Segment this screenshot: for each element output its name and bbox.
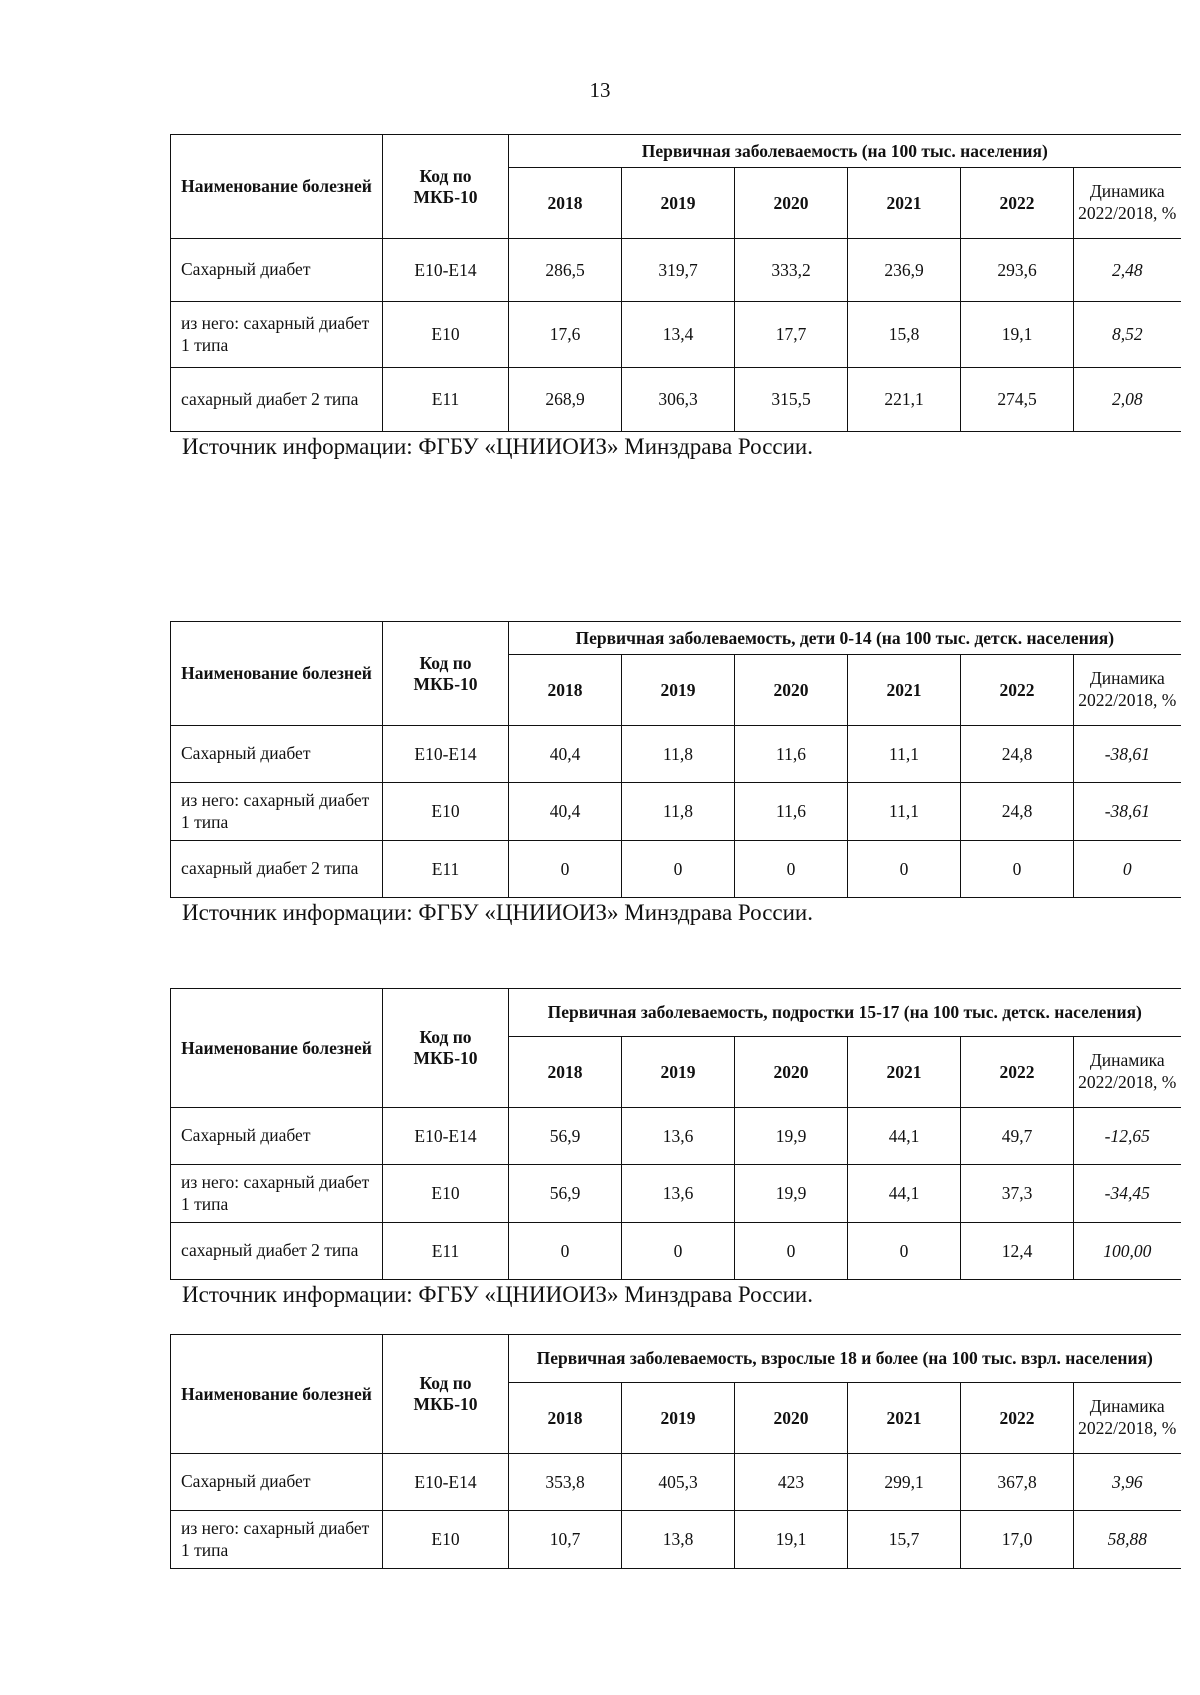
value-cell: 315,5	[735, 368, 848, 432]
value-cell: 0	[509, 841, 622, 898]
value-cell: 19,9	[735, 1108, 848, 1165]
dynamics-cell: 8,52	[1074, 302, 1181, 368]
value-cell: 40,4	[509, 783, 622, 841]
value-cell: 13,4	[622, 302, 735, 368]
icd-code: E10	[383, 783, 509, 841]
value-cell: 56,9	[509, 1165, 622, 1223]
value-cell: 11,6	[735, 783, 848, 841]
header-year: 2018	[509, 1383, 622, 1454]
value-cell: 10,7	[509, 1511, 622, 1569]
value-cell: 17,7	[735, 302, 848, 368]
header-year: 2022	[961, 168, 1074, 239]
header-year: 2022	[961, 655, 1074, 726]
icd-code: E11	[383, 1223, 509, 1280]
icd-code: E10	[383, 302, 509, 368]
value-cell: 13,6	[622, 1108, 735, 1165]
dynamics-cell: -12,65	[1074, 1108, 1181, 1165]
header-year: 2020	[735, 168, 848, 239]
value-cell: 286,5	[509, 239, 622, 302]
page-number: 13	[589, 78, 611, 102]
dynamics-cell: -38,61	[1074, 726, 1181, 783]
header-year: 2021	[848, 1037, 961, 1108]
value-cell: 221,1	[848, 368, 961, 432]
value-cell: 13,8	[622, 1511, 735, 1569]
value-cell: 19,1	[961, 302, 1074, 368]
value-cell: 11,1	[848, 783, 961, 841]
value-cell: 15,7	[848, 1511, 961, 1569]
value-cell: 19,1	[735, 1511, 848, 1569]
icd-code: E10-E14	[383, 1108, 509, 1165]
value-cell: 37,3	[961, 1165, 1074, 1223]
header-dynamics: Динамика 2022/2018, %	[1074, 1383, 1181, 1454]
value-cell: 12,4	[961, 1223, 1074, 1280]
disease-name: из него: сахарный диабет 1 типа	[171, 783, 383, 841]
value-cell: 44,1	[848, 1108, 961, 1165]
value-cell: 0	[848, 841, 961, 898]
source-note: Источник информации: ФГБУ «ЦНИИОИЗ» Минздрава России.	[182, 434, 813, 459]
dynamics-cell: 100,00	[1074, 1223, 1181, 1280]
table-row	[171, 1165, 1181, 1223]
incidence-table-total	[170, 134, 1181, 432]
dynamics-cell: 3,96	[1074, 1454, 1181, 1511]
table-row	[171, 726, 1181, 783]
value-cell: 333,2	[735, 239, 848, 302]
table-title: Первичная заболеваемость, взрослые 18 и более (на 100 тыс. взрл. населения)	[509, 1335, 1181, 1383]
table-row	[171, 239, 1181, 302]
incidence-table-adults-block	[170, 1334, 1180, 1569]
table-row	[171, 368, 1181, 432]
value-cell: 0	[961, 841, 1074, 898]
value-cell: 17,0	[961, 1511, 1074, 1569]
header-year: 2022	[961, 1383, 1074, 1454]
dynamics-cell: 0	[1074, 841, 1181, 898]
header-dynamics: Динамика 2022/2018, %	[1074, 655, 1181, 726]
disease-name: сахарный диабет 2 типа	[171, 368, 383, 432]
value-cell: 0	[622, 841, 735, 898]
header-year: 2022	[961, 1037, 1074, 1108]
icd-code: E10	[383, 1511, 509, 1569]
disease-name: из него: сахарный диабет 1 типа	[171, 1165, 383, 1223]
table-row	[171, 1511, 1181, 1569]
value-cell: 236,9	[848, 239, 961, 302]
table-row	[171, 1108, 1181, 1165]
table-row	[171, 1454, 1181, 1511]
incidence-table-children	[170, 621, 1181, 898]
header-year: 2021	[848, 655, 961, 726]
value-cell: 268,9	[509, 368, 622, 432]
incidence-table-adults	[170, 1334, 1181, 1569]
value-cell: 293,6	[961, 239, 1074, 302]
header-year: 2018	[509, 1037, 622, 1108]
incidence-table-total-block	[170, 134, 1180, 460]
value-cell: 40,4	[509, 726, 622, 783]
value-cell: 319,7	[622, 239, 735, 302]
header-name: Наименование болезней	[171, 989, 383, 1108]
value-cell: 56,9	[509, 1108, 622, 1165]
icd-code: E10	[383, 1165, 509, 1223]
source-note: Источник информации: ФГБУ «ЦНИИОИЗ» Минздрава России.	[182, 1282, 813, 1307]
value-cell: 19,9	[735, 1165, 848, 1223]
table-row	[171, 783, 1181, 841]
table-row	[171, 1223, 1181, 1280]
dynamics-cell: -34,45	[1074, 1165, 1181, 1223]
source-note: Источник информации: ФГБУ «ЦНИИОИЗ» Минздрава России.	[182, 900, 813, 925]
header-code: Код по МКБ-10	[383, 989, 509, 1108]
table-row	[171, 841, 1181, 898]
value-cell: 405,3	[622, 1454, 735, 1511]
icd-code: E11	[383, 368, 509, 432]
value-cell: 0	[622, 1223, 735, 1280]
icd-code: E11	[383, 841, 509, 898]
value-cell: 11,1	[848, 726, 961, 783]
value-cell: 353,8	[509, 1454, 622, 1511]
header-code: Код по МКБ-10	[383, 1335, 509, 1454]
value-cell: 24,8	[961, 726, 1074, 783]
disease-name: Сахарный диабет	[171, 239, 383, 302]
value-cell: 274,5	[961, 368, 1074, 432]
incidence-table-children-block	[170, 621, 1180, 926]
header-year: 2019	[622, 1037, 735, 1108]
value-cell: 13,6	[622, 1165, 735, 1223]
header-year: 2019	[622, 655, 735, 726]
value-cell: 49,7	[961, 1108, 1074, 1165]
dynamics-cell: 2,08	[1074, 368, 1181, 432]
value-cell: 11,8	[622, 726, 735, 783]
header-year: 2021	[848, 1383, 961, 1454]
disease-name: сахарный диабет 2 типа	[171, 1223, 383, 1280]
value-cell: 11,8	[622, 783, 735, 841]
disease-name: сахарный диабет 2 типа	[171, 841, 383, 898]
value-cell: 11,6	[735, 726, 848, 783]
value-cell: 0	[848, 1223, 961, 1280]
header-year: 2018	[509, 168, 622, 239]
table-title: Первичная заболеваемость, подростки 15-17 (на 100 тыс. детск. населения)	[509, 989, 1181, 1037]
icd-code: E10-E14	[383, 239, 509, 302]
header-year: 2020	[735, 1383, 848, 1454]
header-year: 2021	[848, 168, 961, 239]
header-year: 2020	[735, 655, 848, 726]
value-cell: 0	[509, 1223, 622, 1280]
dynamics-cell: -38,61	[1074, 783, 1181, 841]
value-cell: 367,8	[961, 1454, 1074, 1511]
disease-name: из него: сахарный диабет 1 типа	[171, 302, 383, 368]
disease-name: Сахарный диабет	[171, 726, 383, 783]
table-title: Первичная заболеваемость, дети 0-14 (на 100 тыс. детск. населения)	[509, 622, 1181, 655]
header-year: 2019	[622, 1383, 735, 1454]
dynamics-cell: 2,48	[1074, 239, 1181, 302]
value-cell: 306,3	[622, 368, 735, 432]
header-code: Код по МКБ-10	[383, 135, 509, 239]
incidence-table-adolescents-block	[170, 988, 1180, 1308]
disease-name: Сахарный диабет	[171, 1108, 383, 1165]
header-name: Наименование болезней	[171, 622, 383, 726]
value-cell: 15,8	[848, 302, 961, 368]
header-code: Код по МКБ-10	[383, 622, 509, 726]
value-cell: 299,1	[848, 1454, 961, 1511]
disease-name: из него: сахарный диабет 1 типа	[171, 1511, 383, 1569]
value-cell: 0	[735, 841, 848, 898]
header-year: 2019	[622, 168, 735, 239]
header-year: 2020	[735, 1037, 848, 1108]
value-cell: 17,6	[509, 302, 622, 368]
value-cell: 0	[735, 1223, 848, 1280]
header-name: Наименование болезней	[171, 135, 383, 239]
header-dynamics: Динамика 2022/2018, %	[1074, 1037, 1181, 1108]
value-cell: 423	[735, 1454, 848, 1511]
header-dynamics: Динамика 2022/2018, %	[1074, 168, 1181, 239]
value-cell: 24,8	[961, 783, 1074, 841]
table-title: Первичная заболеваемость (на 100 тыс. населения)	[509, 135, 1181, 168]
icd-code: E10-E14	[383, 726, 509, 783]
value-cell: 44,1	[848, 1165, 961, 1223]
disease-name: Сахарный диабет	[171, 1454, 383, 1511]
icd-code: E10-E14	[383, 1454, 509, 1511]
table-row	[171, 302, 1181, 368]
incidence-table-adolescents	[170, 988, 1181, 1280]
header-name: Наименование болезней	[171, 1335, 383, 1454]
header-year: 2018	[509, 655, 622, 726]
dynamics-cell: 58,88	[1074, 1511, 1181, 1569]
